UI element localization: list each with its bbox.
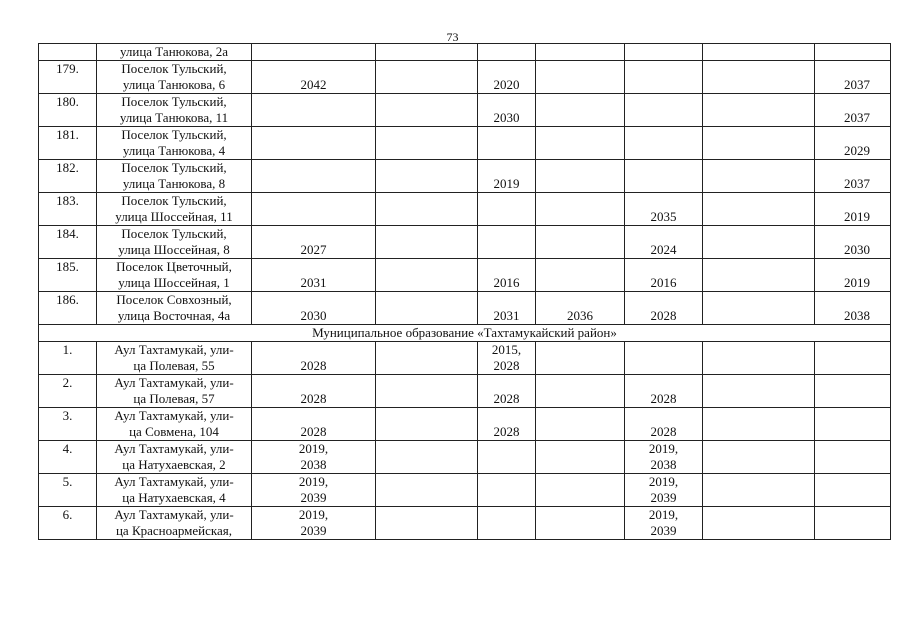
row-address: Поселок Совхозный, улица Восточная, 4а — [97, 292, 252, 325]
year-cell — [478, 441, 536, 474]
row-address: Поселок Тульский, улица Шоссейная, 8 — [97, 226, 252, 259]
year-cell — [478, 44, 536, 61]
year-cell — [536, 441, 625, 474]
year-cell: 2016 — [625, 259, 703, 292]
year-cell — [252, 127, 376, 160]
year-cell — [703, 259, 815, 292]
table-row — [39, 507, 891, 540]
row-number: 3. — [39, 408, 97, 441]
row-number: 2. — [39, 375, 97, 408]
row-address: улица Танюкова, 2а — [97, 44, 252, 61]
year-cell — [376, 375, 478, 408]
year-cell — [376, 259, 478, 292]
row-address: Аул Тахтамукай, ули- ца Красноармейская, — [97, 507, 252, 540]
year-cell — [376, 94, 478, 127]
table-row — [39, 94, 891, 127]
year-cell — [536, 474, 625, 507]
year-cell — [625, 127, 703, 160]
table-row — [39, 292, 891, 325]
year-cell — [703, 408, 815, 441]
year-cell: 2030 — [252, 292, 376, 325]
year-cell: 2038 — [815, 292, 891, 325]
year-cell: 2028 — [625, 408, 703, 441]
year-cell — [252, 193, 376, 226]
year-cell: 2020 — [478, 61, 536, 94]
year-cell — [703, 375, 815, 408]
year-cell: 2035 — [625, 193, 703, 226]
year-cell — [625, 342, 703, 375]
row-number: 182. — [39, 160, 97, 193]
row-address: Поселок Цветочный, улица Шоссейная, 1 — [97, 259, 252, 292]
year-cell — [815, 342, 891, 375]
year-cell — [815, 441, 891, 474]
year-cell — [703, 94, 815, 127]
row-number — [39, 44, 97, 61]
year-cell: 2028 — [478, 375, 536, 408]
year-cell: 2042 — [252, 61, 376, 94]
year-cell — [703, 226, 815, 259]
year-cell — [376, 44, 478, 61]
year-cell — [815, 44, 891, 61]
year-cell: 2036 — [536, 292, 625, 325]
year-cell — [536, 375, 625, 408]
year-cell — [376, 193, 478, 226]
year-cell: 2027 — [252, 226, 376, 259]
year-cell — [625, 61, 703, 94]
year-cell — [703, 127, 815, 160]
year-cell — [703, 193, 815, 226]
row-address: Поселок Тульский, улица Шоссейная, 11 — [97, 193, 252, 226]
year-cell: 2019 — [815, 259, 891, 292]
year-cell — [478, 507, 536, 540]
table-body — [39, 44, 891, 540]
year-cell — [536, 507, 625, 540]
table-row — [39, 160, 891, 193]
year-cell: 2015, 2028 — [478, 342, 536, 375]
year-cell — [536, 127, 625, 160]
year-cell: 2019, 2039 — [252, 507, 376, 540]
row-number: 5. — [39, 474, 97, 507]
year-cell — [536, 342, 625, 375]
page-number: 73 — [446, 30, 459, 44]
year-cell: 2019, 2039 — [625, 507, 703, 540]
year-cell — [536, 44, 625, 61]
year-cell — [815, 408, 891, 441]
year-cell — [478, 127, 536, 160]
row-address: Аул Тахтамукай, ули- ца Совмена, 104 — [97, 408, 252, 441]
year-cell — [703, 61, 815, 94]
row-address: Поселок Тульский, улица Танюкова, 6 — [97, 61, 252, 94]
row-address: Аул Тахтамукай, ули- ца Полевая, 55 — [97, 342, 252, 375]
year-cell: 2028 — [252, 342, 376, 375]
year-cell — [625, 44, 703, 61]
year-cell: 2037 — [815, 94, 891, 127]
year-cell — [376, 61, 478, 94]
year-cell — [703, 441, 815, 474]
year-cell — [536, 160, 625, 193]
row-number: 186. — [39, 292, 97, 325]
year-cell: 2028 — [478, 408, 536, 441]
year-cell — [703, 292, 815, 325]
row-address: Поселок Тульский, улица Танюкова, 8 — [97, 160, 252, 193]
year-cell — [376, 408, 478, 441]
year-cell — [703, 160, 815, 193]
table-row — [39, 61, 891, 94]
year-cell: 2031 — [478, 292, 536, 325]
year-cell — [252, 160, 376, 193]
year-cell — [536, 226, 625, 259]
year-cell: 2019, 2039 — [625, 474, 703, 507]
table-row — [39, 375, 891, 408]
year-cell — [703, 507, 815, 540]
year-cell: 2028 — [252, 375, 376, 408]
table-row — [39, 44, 891, 61]
year-cell: 2016 — [478, 259, 536, 292]
year-cell — [478, 226, 536, 259]
section-heading-row — [39, 325, 891, 342]
year-cell — [478, 474, 536, 507]
year-cell: 2024 — [625, 226, 703, 259]
year-cell: 2029 — [815, 127, 891, 160]
year-cell — [252, 94, 376, 127]
year-cell — [376, 474, 478, 507]
year-cell — [536, 193, 625, 226]
year-cell: 2030 — [478, 94, 536, 127]
year-cell — [376, 160, 478, 193]
year-cell — [625, 94, 703, 127]
year-cell — [815, 375, 891, 408]
year-cell: 2019, 2038 — [625, 441, 703, 474]
schedule-table — [38, 43, 891, 540]
year-cell — [703, 474, 815, 507]
year-cell — [815, 474, 891, 507]
year-cell — [536, 408, 625, 441]
row-number: 184. — [39, 226, 97, 259]
table-row — [39, 441, 891, 474]
year-cell — [703, 342, 815, 375]
row-number: 185. — [39, 259, 97, 292]
year-cell: 2031 — [252, 259, 376, 292]
year-cell — [252, 44, 376, 61]
year-cell — [536, 61, 625, 94]
row-address: Аул Тахтамукай, ули- ца Полевая, 57 — [97, 375, 252, 408]
year-cell: 2019 — [478, 160, 536, 193]
row-address: Поселок Тульский, улица Танюкова, 11 — [97, 94, 252, 127]
year-cell — [536, 94, 625, 127]
table-row — [39, 408, 891, 441]
row-number: 183. — [39, 193, 97, 226]
year-cell — [376, 292, 478, 325]
row-number: 180. — [39, 94, 97, 127]
table-row — [39, 193, 891, 226]
row-number: 6. — [39, 507, 97, 540]
year-cell — [376, 226, 478, 259]
year-cell — [703, 44, 815, 61]
table-row — [39, 127, 891, 160]
year-cell — [376, 342, 478, 375]
year-cell: 2019, 2038 — [252, 441, 376, 474]
table-row — [39, 342, 891, 375]
row-number: 181. — [39, 127, 97, 160]
year-cell: 2028 — [252, 408, 376, 441]
section-heading: Муниципальное образование «Тахтамукайский район» — [39, 325, 891, 342]
row-address: Поселок Тульский, улица Танюкова, 4 — [97, 127, 252, 160]
row-number: 4. — [39, 441, 97, 474]
year-cell — [376, 507, 478, 540]
year-cell — [376, 127, 478, 160]
year-cell: 2030 — [815, 226, 891, 259]
year-cell — [625, 160, 703, 193]
year-cell — [815, 507, 891, 540]
year-cell: 2019, 2039 — [252, 474, 376, 507]
year-cell — [536, 259, 625, 292]
year-cell: 2019 — [815, 193, 891, 226]
row-number: 179. — [39, 61, 97, 94]
table-row — [39, 474, 891, 507]
year-cell: 2028 — [625, 292, 703, 325]
table-row — [39, 259, 891, 292]
row-number: 1. — [39, 342, 97, 375]
table-row — [39, 226, 891, 259]
year-cell: 2037 — [815, 61, 891, 94]
year-cell: 2028 — [625, 375, 703, 408]
row-address: Аул Тахтамукай, ули- ца Натухаевская, 4 — [97, 474, 252, 507]
year-cell — [376, 441, 478, 474]
year-cell — [478, 193, 536, 226]
row-address: Аул Тахтамукай, ули- ца Натухаевская, 2 — [97, 441, 252, 474]
year-cell: 2037 — [815, 160, 891, 193]
